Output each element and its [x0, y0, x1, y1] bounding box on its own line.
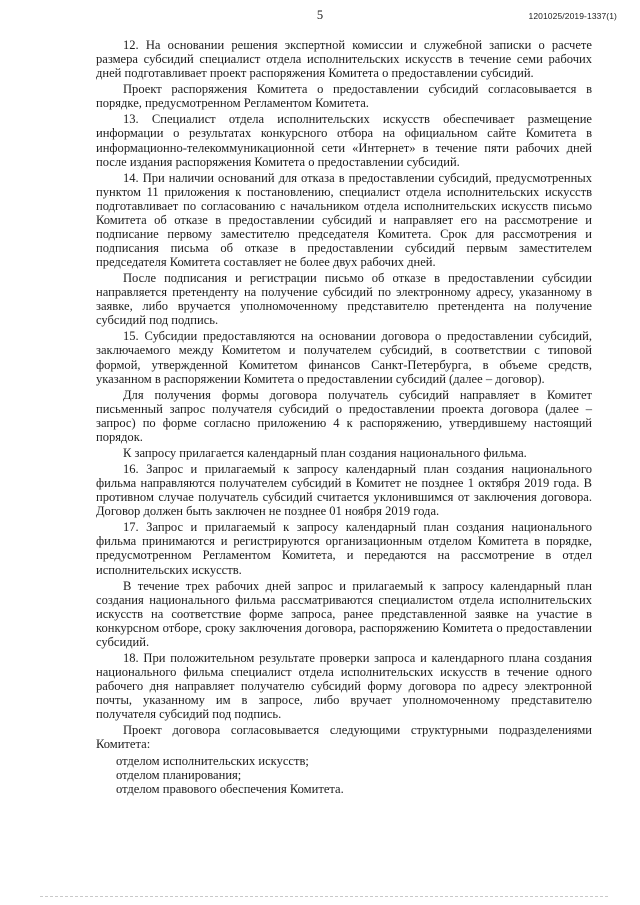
page-number: 5: [316, 8, 324, 22]
paragraph-12: 12. На основании решения экспертной комиссии и служебной записки о расчете размера субсидий специалист отдела исполнительских искусств в течение семи рабочих дней подготавливает проект распоряжения Комитета о предоставлении субсидий.: [96, 38, 592, 81]
paragraph-13: 13. Специалист отдела исполнительских искусств обеспечивает размещение информации о результатах конкурсного отбора на официальном сайте Комитета в информационно-телекоммуникационной сети «Интернет» в течение пяти рабочих дней после издания распоряжения Комитета о предоставлении субсидий.: [96, 112, 592, 169]
paragraph-18-approval: Проект договора согласовывается следующими структурными подразделениями Комитета:: [96, 723, 592, 752]
list-item: отделом исполнительских искусств;: [116, 753, 309, 768]
paragraph-12-approval: Проект распоряжения Комитета о предоставлении субсидий согласовывается в порядке, предусмотренном Регламентом Комитета.: [96, 82, 592, 111]
paragraph-15: 15. Субсидии предоставляются на основании договора о предоставлении субсидий, заключаемого между Комитетом и получателем субсидий, в соответствии с типовой формой, утвержденной Комитетом финансов Санкт-Петербурга, в объеме средств, указанном в распоряжении Комитета о предоставлении субсидий (далее – договор).: [96, 329, 592, 386]
paragraph-14-refusal-letter: После подписания и регистрации письмо об отказе в предоставлении субсидии направляется претенденту на получение субсидий по электронному адресу, указанному в заявке, либо вручается уполномоченному представителю претендента на получение субсидий под подпись.: [96, 271, 592, 328]
document-number: 1201025/2019-1337(1): [528, 11, 617, 21]
document-body: [96, 38, 592, 796]
list-item: отделом правового обеспечения Комитета.: [116, 781, 344, 796]
paragraph-15-attachment: К запросу прилагается календарный план создания национального фильма.: [123, 445, 527, 460]
paragraph-15-request: Для получения формы договора получатель субсидий направляет в Комитет письменный запрос получателя субсидий о предоставлении проекта договора (далее – запрос) по форме согласно приложению 4 к распоряжению, утвердившему настоящий порядок.: [96, 387, 592, 444]
paragraph-17: 17. Запрос и прилагаемый к запросу календарный план создания национального фильма принимаются и регистрируются организационным отделом Комитета в порядке, предусмотренном Регламентом Комитета, и передаются на рассмотрение в отдел исполнительских искусств.: [96, 520, 592, 577]
list-item: отделом планирования;: [116, 767, 242, 782]
paragraph-16: 16. Запрос и прилагаемый к запросу календарный план создания национального фильма направляются получателем субсидий в Комитет не позднее 1 октября 2019 года. В противном случае получатель субсидий считается уклонившимся от заключения договора. Договор должен быть заключен не позднее 01 ноября 2019 года.: [96, 462, 592, 519]
paragraph-14: 14. При наличии оснований для отказа в предоставлении субсидий, предусмотренных пунктом 11 приложения к постановлению, специалист отдела исполнительских искусств подготавливает по согласованию с начальником отдела исполнительских искусств письмо Комитета об отказе в предоставлении субсидий и направляет его на рассмотрение и подписание первому заместителю председателя Комитета. Срок для рассмотрения и подписания письма об отказе в предоставлении субсидий первым заместителем председателя Комитета составляет не более двух рабочих дней.: [96, 170, 592, 269]
paragraph-17-review: В течение трех рабочих дней запрос и прилагаемый к запросу календарный план создания национального фильма рассматриваются специалистом отдела исполнительских искусств на соответствие форме запроса, ранее представленной заявке на участие в конкурсном отборе, сроку заключения договора, распоряжению Комитета о предоставлении субсидий.: [96, 578, 592, 649]
footer-divider: [40, 896, 608, 897]
paragraph-18: 18. При положительном результате проверки запроса и календарного плана создания национального фильма специалист отдела исполнительских искусств в течение одного рабочего дня направляет получателю субсидий форму договора по адресу электронной почты, указанному им в запросе, либо вручает уполномоченному представителю получателя субсидий под подпись.: [96, 651, 592, 722]
